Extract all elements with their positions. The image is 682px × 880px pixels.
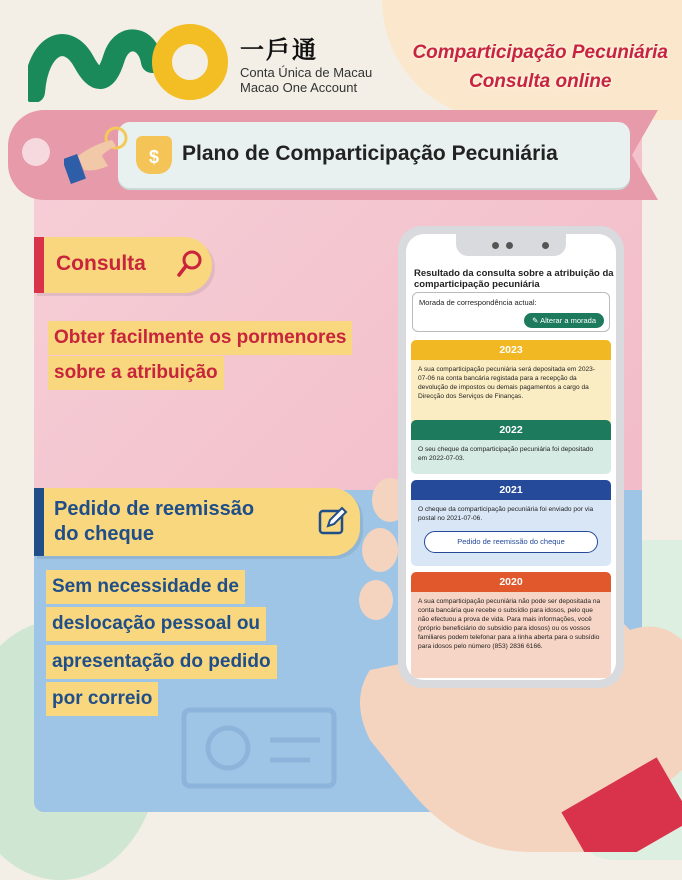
header-title-line1: Comparticipação Pecuniária	[412, 42, 668, 63]
address-label: Morada de correspondência actual:	[419, 298, 537, 307]
consulta-line1: Obter facilmente os pormenores	[48, 321, 352, 355]
plan-title: Plano de Comparticipação Pecuniária	[182, 142, 558, 165]
year-body	[411, 500, 611, 566]
phone-screen	[406, 234, 616, 680]
change-address-label: Alterar a morada	[540, 316, 596, 325]
brand-line2: Macao One Account	[240, 80, 358, 95]
brand-block	[240, 30, 372, 95]
pedido-line1: Sem necessidade de	[46, 570, 245, 604]
header-title	[412, 38, 668, 96]
year-text: A sua comparticipação pecuniária será depositada em 2023-07-06 na conta bancária registada para a recepção da devolução de impostos ou demais pagamentos a cargo da Direcção dos Serviços de Finanças.	[411, 360, 611, 428]
pedido-line3: apresentação do pedido	[46, 645, 277, 679]
edit-icon: ✎	[532, 316, 541, 325]
year-card-2023	[411, 340, 611, 428]
brand-line1: Conta Única de Macau	[240, 65, 373, 80]
year-header: 2022	[411, 420, 611, 440]
pedido-tag-line1: Pedido de reemissão	[54, 498, 255, 520]
pedido-tag-line2: do cheque	[54, 523, 155, 545]
pedido-line2: deslocação pessoal ou	[46, 607, 266, 641]
year-text: O seu cheque da comparticipação pecuniária foi depositado em 2022-07-03.	[411, 440, 611, 474]
search-icon	[176, 249, 204, 279]
pedido-tag-label	[54, 497, 254, 547]
camera-dot	[542, 242, 549, 249]
change-address-button[interactable]	[524, 313, 604, 328]
year-card-2021	[411, 480, 611, 566]
camera-dot	[506, 242, 513, 249]
macao-one-account-logo	[28, 22, 228, 102]
year-header: 2021	[411, 480, 611, 500]
brand-chinese: 一戶通	[240, 35, 318, 64]
pointing-hand-icon	[64, 126, 128, 184]
consulta-tag	[34, 237, 212, 293]
year-header: 2020	[411, 572, 611, 592]
plan-title-card	[118, 122, 630, 188]
year-card-2022	[411, 420, 611, 474]
camera-dot	[492, 242, 499, 249]
money-bag-icon: $	[136, 136, 172, 174]
pedido-tag	[34, 488, 360, 556]
consulta-tag-bar	[34, 237, 44, 293]
year-text: A sua comparticipação pecuniária não pode ser depositada na conta bancária que recebe o subsídio para idosos, pelo que não efectuou a prova de vida. Para mais informações, você (próprio beneficiário do subsídio para idosos) ou os vossos familiares podem telefonar para a linha aberta para o subsídio para idosos pelo número (853) 2836 6166.	[411, 592, 611, 678]
phone-notch	[456, 234, 566, 256]
reissue-cheque-button[interactable]: Pedido de reemissão do cheque	[424, 531, 598, 553]
consulta-line2: sobre a atribuição	[48, 356, 224, 390]
year-header: 2023	[411, 340, 611, 360]
header	[0, 0, 682, 110]
cheque-icon	[180, 700, 350, 790]
consulta-tag-label: Consulta	[56, 252, 146, 275]
header-title-line2: Consulta online	[468, 71, 612, 92]
pedido-tag-bar	[34, 488, 44, 556]
ribbon-dot	[22, 138, 50, 166]
year-text: O cheque da comparticipação pecuniária foi enviado por via postal no 2021-07-06.	[418, 506, 594, 522]
result-title: Resultado da consulta sobre a atribuição da comparticipação pecuniária	[414, 268, 614, 290]
year-card-2020	[411, 572, 611, 678]
pedido-line4: por correio	[46, 682, 158, 716]
phone-mockup	[398, 226, 624, 688]
address-box	[412, 292, 610, 332]
